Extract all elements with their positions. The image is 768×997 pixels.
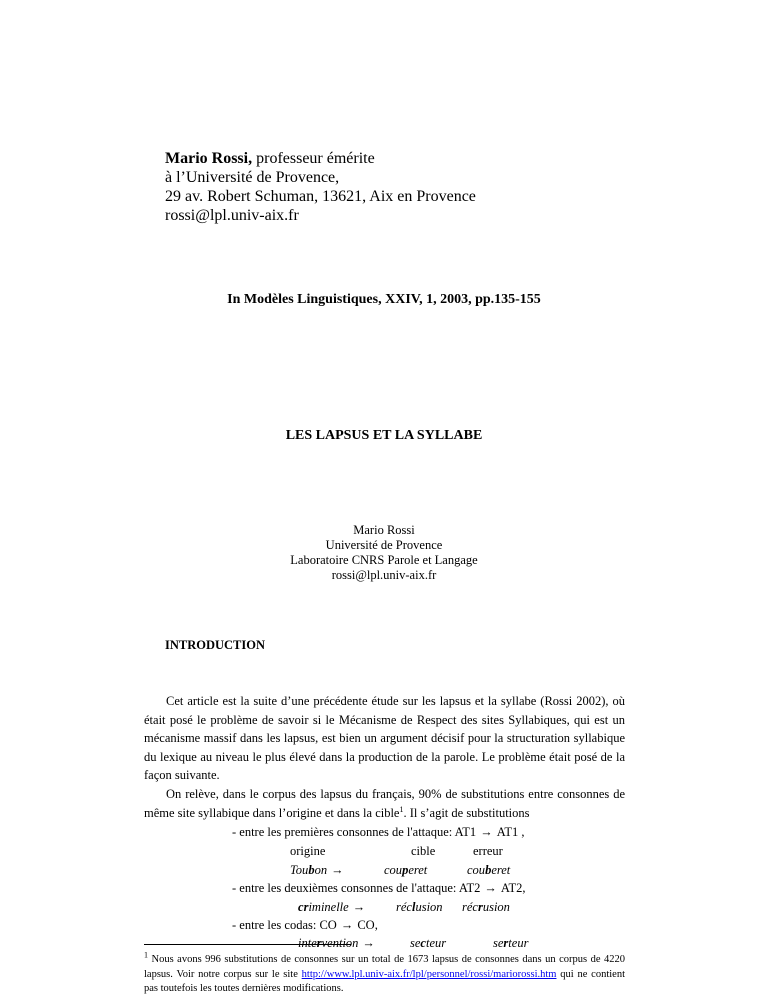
arrow-icon: → (480, 825, 493, 839)
author-header (165, 149, 476, 225)
arrow-icon: → (340, 918, 354, 932)
segment: réc (396, 900, 412, 914)
example-item-1-end: AT1 , (496, 825, 525, 839)
example-item-3-end: CO, (357, 918, 378, 932)
footnote-ref[interactable]: 1 (399, 804, 404, 814)
example-item-3 (232, 918, 378, 933)
article-title: LES LAPSUS ET LA SYLLABE (285, 428, 483, 443)
segment: se (493, 936, 504, 950)
arrow-icon: → (352, 900, 366, 914)
column-cible: cible (411, 844, 436, 858)
segment: eret (408, 863, 428, 877)
example-item-2-text: - entre les deuxièmes consonnes de l'attaque: AT2 (232, 881, 481, 895)
segment-highlight: l (411, 900, 416, 914)
arrow-icon: → (484, 881, 497, 895)
example-item-1 (232, 825, 524, 840)
footnote-mark: 1 (144, 950, 148, 960)
corpus-link[interactable]: http://www.lpl.univ-aix.fr/lpl/personnel/rossi/mariorossi.htm (301, 968, 557, 980)
author-name: Mario Rossi, (165, 150, 253, 167)
segment: iminelle (308, 900, 349, 914)
example-1-error (467, 863, 510, 878)
segment: usion (482, 900, 510, 914)
author-email: rossi@lpl.univ-aix.fr (165, 207, 299, 224)
paragraph-2-text-b: . Il s’agit de substitutions (403, 805, 530, 820)
segment-highlight: r (503, 936, 509, 950)
author-address: 29 av. Robert Schuman, 13621, Aix en Provence (165, 188, 476, 205)
arrow-icon: → (331, 863, 344, 877)
segment-highlight: r (316, 936, 322, 950)
segment-highlight: b (308, 863, 315, 877)
affiliation-lab: Laboratoire CNRS Parole et Langage (290, 553, 478, 567)
footnote-text-a: Nous avons 996 substitutions de consonnes sur un total de 1673 lapsus de consonnes dans un corpus de 4220 lapsus. Voir notre corpus sur le site (144, 954, 625, 980)
section-heading: INTRODUCTION (165, 638, 266, 652)
paragraph-1: Cet article est la suite d’une précédente étude sur les lapsus et la syllabe (Rossi 2002), où était posé le problème de savoir si le Mécanisme de Respect des sites Syllabiques, qui est un mécanisme massif dans les lapsus, est bien un argument décisif pour la structuration syllabique du lexique au niveau le plus élevé dans la production de la parole. Le problème était posé de la façon suivante. (144, 694, 625, 783)
example-item-2-end: AT2, (500, 881, 526, 895)
segment-highlight: p (402, 863, 409, 877)
segment: eret (491, 863, 511, 877)
paragraph-2-text-a: On relève, dans le corpus des lapsus du français, 90% de substitutions entre consonnes de même site syllabique dans l’origine et dans la cible (144, 786, 625, 820)
arrow-icon: → (362, 936, 375, 950)
column-erreur: erreur (473, 844, 503, 858)
segment: se (410, 936, 421, 950)
segment: usion (415, 900, 443, 914)
segment: on (314, 863, 328, 877)
segment: teur (425, 936, 447, 950)
example-item-3-text: - entre les codas: CO (232, 918, 337, 932)
affiliation-email: rossi@lpl.univ-aix.fr (331, 568, 437, 582)
segment: réc (462, 900, 478, 914)
paragraph-2 (144, 785, 625, 822)
affiliation-block (0, 523, 768, 583)
segment: vention (321, 936, 359, 950)
segment-highlight: r (303, 900, 309, 914)
intro-body (144, 692, 625, 822)
segment-highlight: r (477, 900, 483, 914)
example-2-target (396, 900, 443, 915)
footnote-text-b: qui ne contient pas toutefois les toutes dernières modifications. (144, 968, 625, 995)
example-3-target (410, 936, 446, 951)
footnote-divider (144, 944, 351, 945)
segment: cou (384, 863, 403, 877)
example-1-target (384, 863, 427, 878)
example-2-origin (298, 900, 369, 915)
example-item-2 (232, 881, 526, 896)
footnote (144, 950, 625, 997)
author-line-1 (165, 149, 476, 168)
segment: cou (467, 863, 486, 877)
segment: teur (508, 936, 529, 950)
example-2-error (462, 900, 510, 915)
author-title: professeur émérite (252, 150, 375, 167)
affiliation-university: Université de Provence (325, 538, 443, 552)
segment-highlight: c (420, 936, 426, 950)
segment: c (298, 900, 304, 914)
segment: inte (298, 936, 317, 950)
author-line-2: à l’Université de Provence, (165, 169, 340, 186)
segment: Tou (290, 863, 309, 877)
affiliation-name: Mario Rossi (353, 523, 415, 537)
example-1-origin (290, 863, 348, 878)
publication-citation: In Modèles Linguistiques, XXIV, 1, 2003, pp.135-155 (227, 292, 541, 307)
example-3-error (493, 936, 528, 951)
example-item-1-text: - entre les premières consonnes de l'attaque: AT1 (232, 825, 477, 839)
column-origine: origine (290, 844, 326, 858)
segment-highlight: b (485, 863, 492, 877)
